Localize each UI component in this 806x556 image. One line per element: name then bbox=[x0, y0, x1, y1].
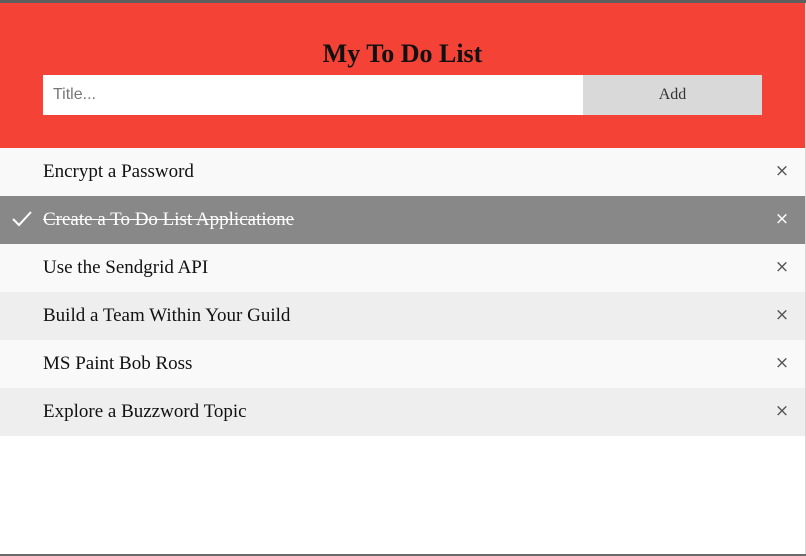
todo-item-label: Encrypt a Password bbox=[43, 161, 194, 182]
close-icon[interactable]: × bbox=[774, 161, 790, 181]
todo-item-label: Create a To Do List Applicatione bbox=[43, 209, 295, 230]
close-icon[interactable]: × bbox=[774, 401, 790, 421]
add-button[interactable]: Add bbox=[583, 75, 762, 115]
todo-item-label: Build a Team Within Your Guild bbox=[43, 305, 291, 326]
todo-item-checked[interactable] bbox=[0, 196, 805, 244]
title-input[interactable] bbox=[43, 75, 583, 115]
todo-item[interactable] bbox=[0, 340, 805, 388]
todo-item[interactable] bbox=[0, 388, 805, 436]
page-title: My To Do List bbox=[322, 39, 483, 68]
todo-item[interactable] bbox=[0, 292, 805, 340]
checkmark-icon bbox=[12, 210, 32, 228]
header bbox=[0, 3, 805, 148]
todo-item[interactable] bbox=[0, 148, 805, 196]
todo-item-label: MS Paint Bob Ross bbox=[43, 353, 193, 374]
close-icon[interactable]: × bbox=[774, 353, 790, 373]
close-icon[interactable]: × bbox=[774, 257, 790, 277]
close-icon[interactable]: × bbox=[774, 305, 790, 325]
todo-list bbox=[0, 148, 805, 436]
todo-item-label: Explore a Buzzword Topic bbox=[43, 401, 247, 422]
todo-item[interactable] bbox=[0, 244, 805, 292]
close-icon[interactable]: × bbox=[774, 209, 790, 229]
todo-item-label: Use the Sendgrid API bbox=[43, 257, 209, 278]
